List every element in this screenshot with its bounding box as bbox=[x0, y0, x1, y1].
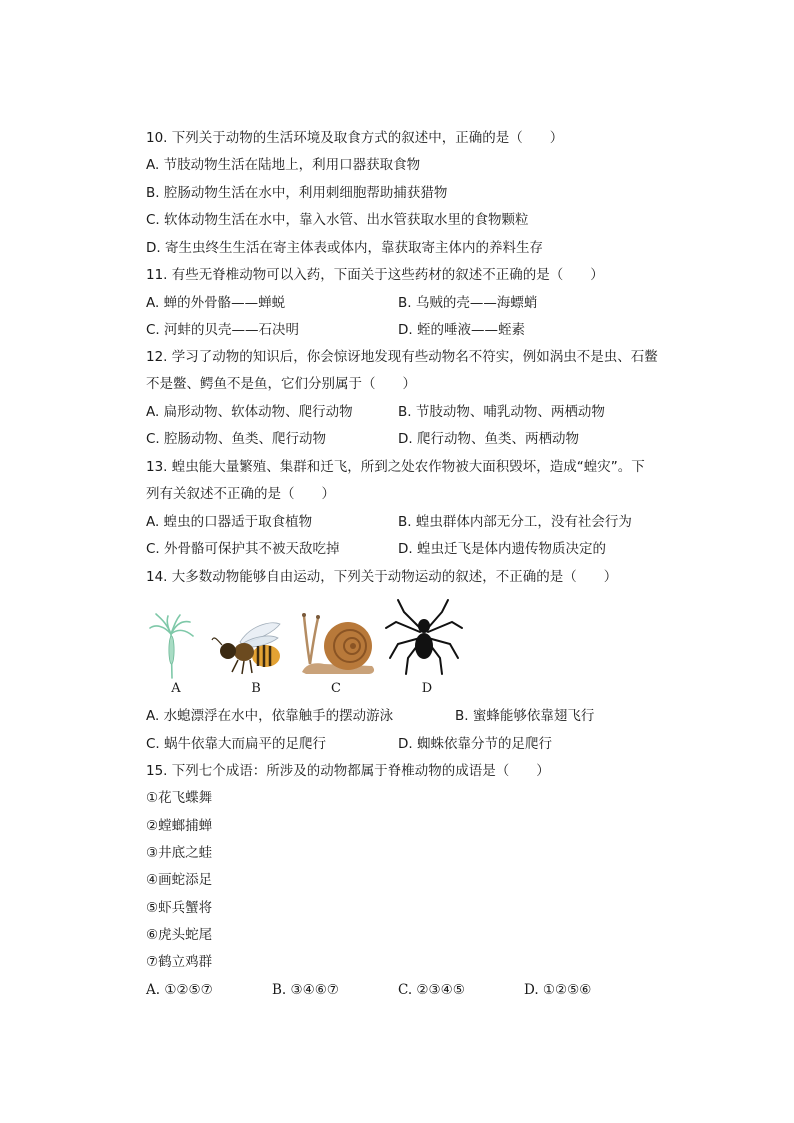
snail-image bbox=[296, 606, 380, 678]
image-label-a: A bbox=[171, 681, 181, 696]
q14-option-d: D. 蜘蛛依靠分节的足爬行 bbox=[398, 736, 552, 752]
image-label-b: B bbox=[251, 681, 261, 696]
q15-option-a: A. ①②⑤⑦ bbox=[146, 982, 213, 998]
q12-option-a: A. 扁形动物、软体动物、爬行动物 bbox=[146, 404, 353, 420]
q14-option-a: A. 水螅漂浮在水中，依靠触手的摆动游泳 bbox=[146, 708, 394, 724]
q11-stem: 11. 有些无脊椎动物可以入药，下面关于这些药材的叙述不正确的是（ ） bbox=[146, 267, 604, 283]
q14-option-b: B. 蜜蜂能够依靠翅飞行 bbox=[455, 708, 595, 724]
q15-item-3: ③井底之蛙 bbox=[146, 845, 213, 861]
q13-option-b: B. 蝗虫群体内部无分工，没有社会行为 bbox=[398, 514, 632, 530]
image-label-c: C bbox=[331, 681, 341, 696]
q15-item-6: ⑥虎头蛇尾 bbox=[146, 927, 213, 943]
q11-option-b: B. 乌贼的壳——海螵蛸 bbox=[398, 295, 538, 311]
q13-option-a: A. 蝗虫的口器适于取食植物 bbox=[146, 514, 313, 530]
q12-option-b: B. 节肢动物、哺乳动物、两栖动物 bbox=[398, 404, 605, 420]
q11-option-a: A. 蝉的外骨骼——蝉蜕 bbox=[146, 295, 286, 311]
hydra-image bbox=[146, 612, 196, 680]
q12-option-c: C. 腔肠动物、鱼类、爬行动物 bbox=[146, 431, 327, 447]
q10-option-a: A. 节肢动物生活在陆地上，利用口器获取食物 bbox=[146, 157, 421, 173]
q15-item-4: ④画蛇添足 bbox=[146, 872, 213, 888]
q15-item-5: ⑤虾兵蟹将 bbox=[146, 900, 213, 916]
q15-item-2: ②螳螂捕蝉 bbox=[146, 818, 213, 834]
q15-stem: 15. 下列七个成语：所涉及的动物都属于脊椎动物的成语是（ ） bbox=[146, 763, 550, 779]
q11-option-d: D. 蛭的唾液——蛭素 bbox=[398, 322, 525, 338]
q15-item-7: ⑦鹤立鸡群 bbox=[146, 954, 213, 970]
q14-stem: 14. 大多数动物能够自由运动，下列关于动物运动的叙述，不正确的是（ ） bbox=[146, 569, 618, 585]
q13-option-c: C. 外骨骼可保护其不被天敌吃掉 bbox=[146, 541, 340, 557]
bee-image bbox=[208, 618, 284, 676]
q15-item-1: ①花飞蝶舞 bbox=[146, 790, 213, 806]
q15-option-c: C. ②③④⑤ bbox=[398, 982, 465, 998]
q12-stem-line2: 不是鳖、鳄鱼不是鱼，它们分别属于（ ） bbox=[146, 376, 416, 392]
q15-option-b: B. ③④⑥⑦ bbox=[272, 982, 339, 998]
q10-option-b: B. 腔肠动物生活在水中，利用刺细胞帮助捕获猎物 bbox=[146, 185, 448, 201]
spider-image bbox=[384, 598, 464, 680]
q12-stem-line1: 12. 学习了动物的知识后，你会惊讶地发现有些动物名不符实，例如涡虫不是虫、石鳖 bbox=[146, 349, 658, 365]
q11-option-c: C. 河蚌的贝壳——石决明 bbox=[146, 322, 300, 338]
q12-option-d: D. 爬行动物、鱼类、两栖动物 bbox=[398, 431, 579, 447]
q13-stem-line2: 列有关叙述不正确的是（ ） bbox=[146, 486, 335, 502]
q14-option-c: C. 蜗牛依靠大而扁平的足爬行 bbox=[146, 736, 327, 752]
q13-option-d: D. 蝗虫迁飞是体内遗传物质决定的 bbox=[398, 541, 606, 557]
q10-option-d: D. 寄生虫终生生活在寄主体表或体内，靠获取寄主体内的养料生存 bbox=[146, 240, 543, 256]
q15-option-d: D. ①②⑤⑥ bbox=[524, 982, 592, 998]
image-label-d: D bbox=[421, 681, 433, 696]
q10-option-c: C. 软体动物生活在水中，靠入水管、出水管获取水里的食物颗粒 bbox=[146, 212, 529, 228]
q10-stem: 10. 下列关于动物的生活环境及取食方式的叙述中，正确的是（ ） bbox=[146, 130, 564, 146]
q13-stem-line1: 13. 蝗虫能大量繁殖、集群和迁飞，所到之处农作物被大面积毁坏，造成“蝗灾”。下 bbox=[146, 459, 645, 475]
